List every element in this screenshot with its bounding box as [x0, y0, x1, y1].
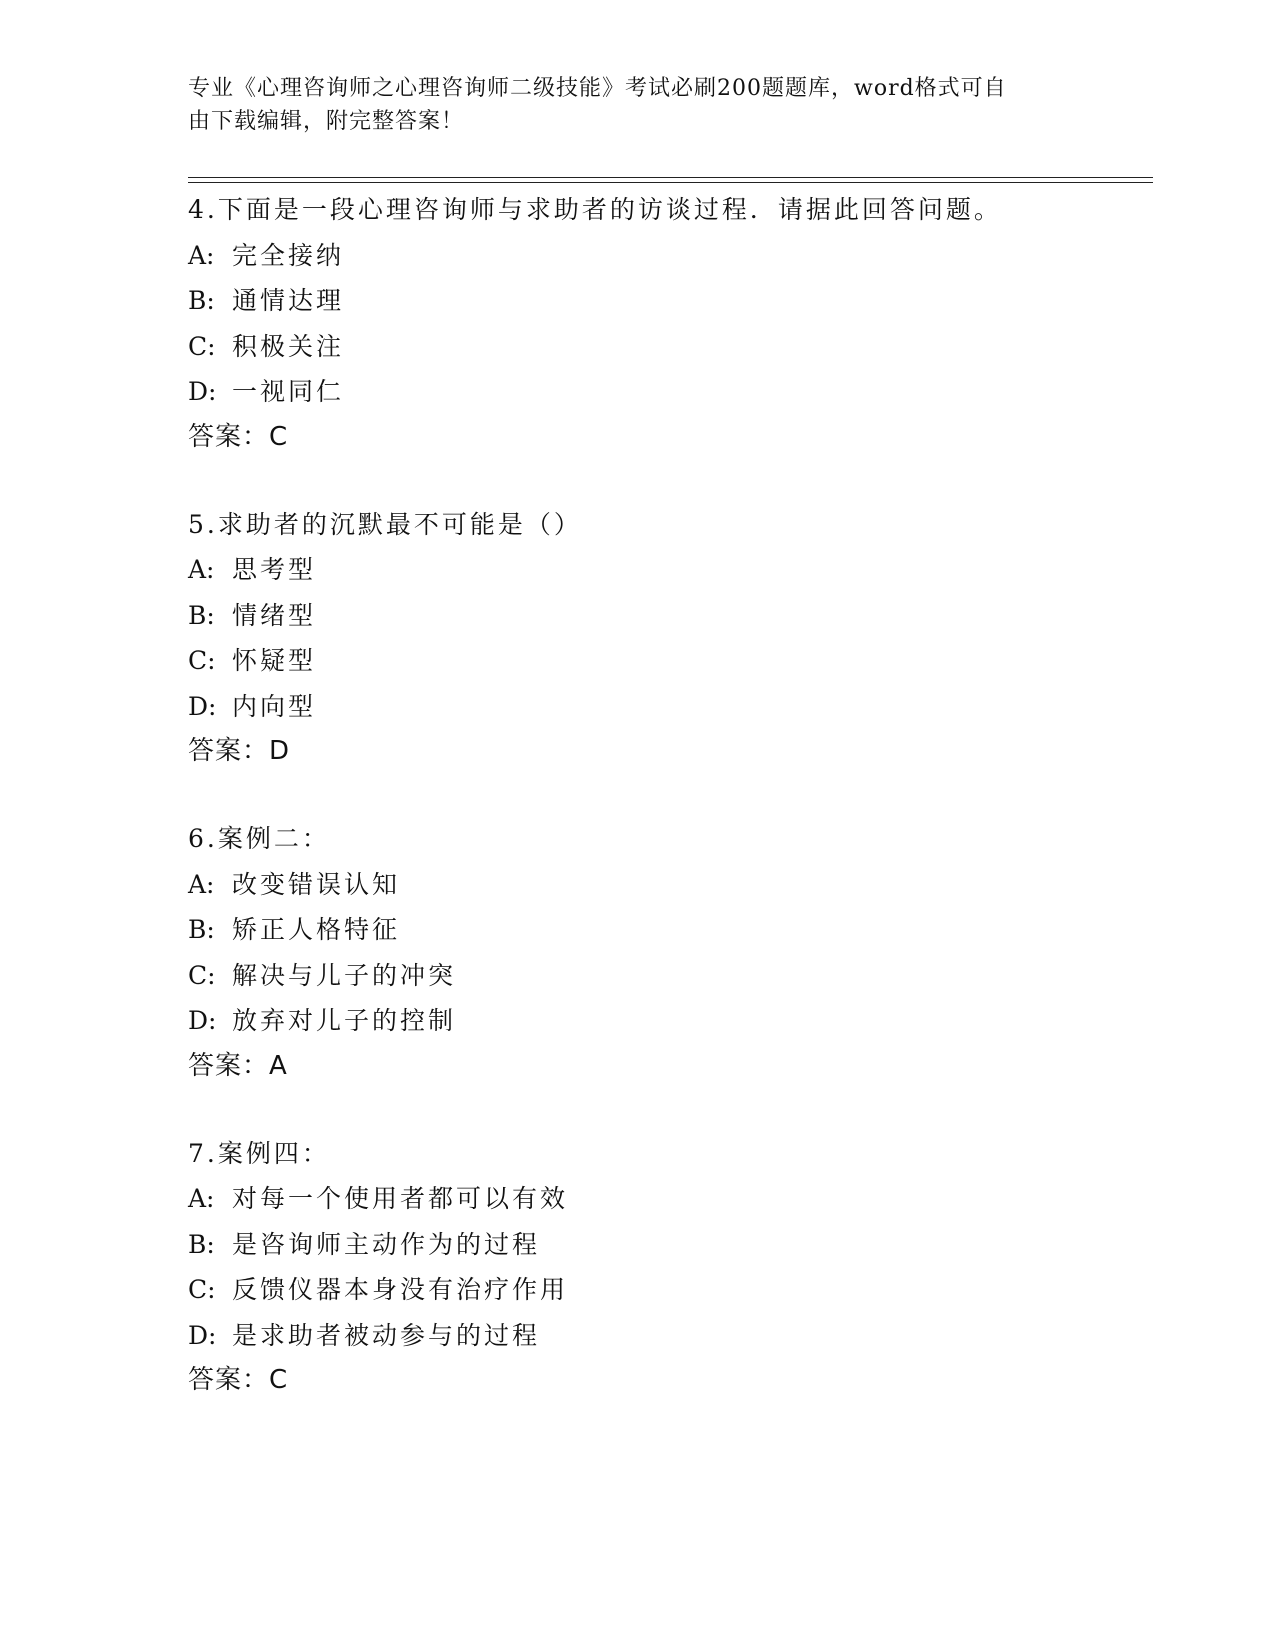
- option-d: [188, 684, 1148, 730]
- header-line-2: 由下载编辑，附完整答案！: [188, 109, 465, 134]
- option-c: [188, 638, 1148, 684]
- option-a: [188, 547, 1148, 593]
- header-divider-top: [188, 177, 1153, 178]
- option-d: [188, 998, 1148, 1044]
- option-text: 是求助者被动参与的过程: [232, 1320, 541, 1350]
- option-text: 通情达理: [232, 286, 345, 315]
- option-text: 一视同仁: [232, 377, 345, 406]
- option-letter: A:: [188, 240, 215, 270]
- option-b: [188, 278, 1148, 324]
- option-letter: D:: [188, 691, 217, 721]
- option-text: 反馈仪器本身没有治疗作用: [232, 1275, 569, 1304]
- option-letter: D:: [188, 1006, 217, 1035]
- option-letter: B:: [188, 1229, 215, 1259]
- document-header: [188, 72, 1068, 138]
- option-text: 思考型: [232, 555, 317, 584]
- option-c: [188, 1267, 1148, 1313]
- option-letter: A:: [188, 869, 215, 899]
- option-letter: A:: [188, 555, 215, 584]
- option-text: 积极关注: [232, 331, 345, 361]
- answer-line: 答案：A: [188, 1050, 288, 1081]
- option-letter: D:: [188, 377, 217, 406]
- option-letter: C:: [188, 331, 216, 361]
- option-text: 情绪型: [232, 600, 317, 630]
- option-text: 对每一个使用者都可以有效: [232, 1184, 569, 1213]
- question-stem: 5.求助者的沉默最不可能是（）: [188, 509, 582, 539]
- option-text: 解决与儿子的冲突: [232, 960, 457, 990]
- option-c: [188, 953, 1148, 999]
- option-b: [188, 907, 1148, 953]
- question-stem: 7.案例四：: [188, 1138, 330, 1168]
- answer-line: 答案：C: [188, 1365, 289, 1395]
- question-4: [188, 187, 1148, 460]
- option-b: [188, 1222, 1148, 1268]
- option-text: 放弃对儿子的控制: [232, 1006, 457, 1035]
- option-b: [188, 593, 1148, 639]
- option-d: [188, 369, 1148, 415]
- option-a: [188, 862, 1148, 908]
- option-letter: B:: [188, 915, 215, 944]
- option-c: [188, 324, 1148, 370]
- option-a: [188, 233, 1148, 279]
- option-text: 是咨询师主动作为的过程: [232, 1229, 541, 1259]
- option-text: 矫正人格特征: [232, 915, 401, 944]
- question-list: [188, 187, 1148, 1445]
- header-line-1: 专业《心理咨询师之心理咨询师二级技能》考试必刷200题题库，word格式可自: [188, 76, 1007, 101]
- option-letter: C:: [188, 646, 216, 675]
- question-stem: 4.下面是一段心理咨询师与求助者的访谈过程．请据此回答问题。: [188, 195, 1002, 224]
- header-divider-bottom: [188, 182, 1153, 183]
- option-text: 改变错误认知: [232, 869, 401, 899]
- option-letter: C:: [188, 1275, 216, 1304]
- option-a: [188, 1176, 1148, 1222]
- answer-line: 答案：D: [188, 736, 291, 766]
- option-text: 完全接纳: [232, 240, 345, 270]
- option-text: 怀疑型: [232, 646, 317, 675]
- answer-line: 答案：C: [188, 421, 289, 452]
- option-letter: A:: [188, 1184, 215, 1213]
- option-letter: C:: [188, 960, 216, 990]
- question-6: [188, 816, 1148, 1089]
- question-stem: 6.案例二：: [188, 824, 330, 853]
- option-letter: D:: [188, 1320, 217, 1350]
- option-d: [188, 1313, 1148, 1359]
- option-letter: B:: [188, 286, 215, 315]
- question-7: [188, 1131, 1148, 1404]
- option-letter: B:: [188, 600, 215, 630]
- option-text: 内向型: [232, 691, 317, 721]
- question-5: [188, 502, 1148, 775]
